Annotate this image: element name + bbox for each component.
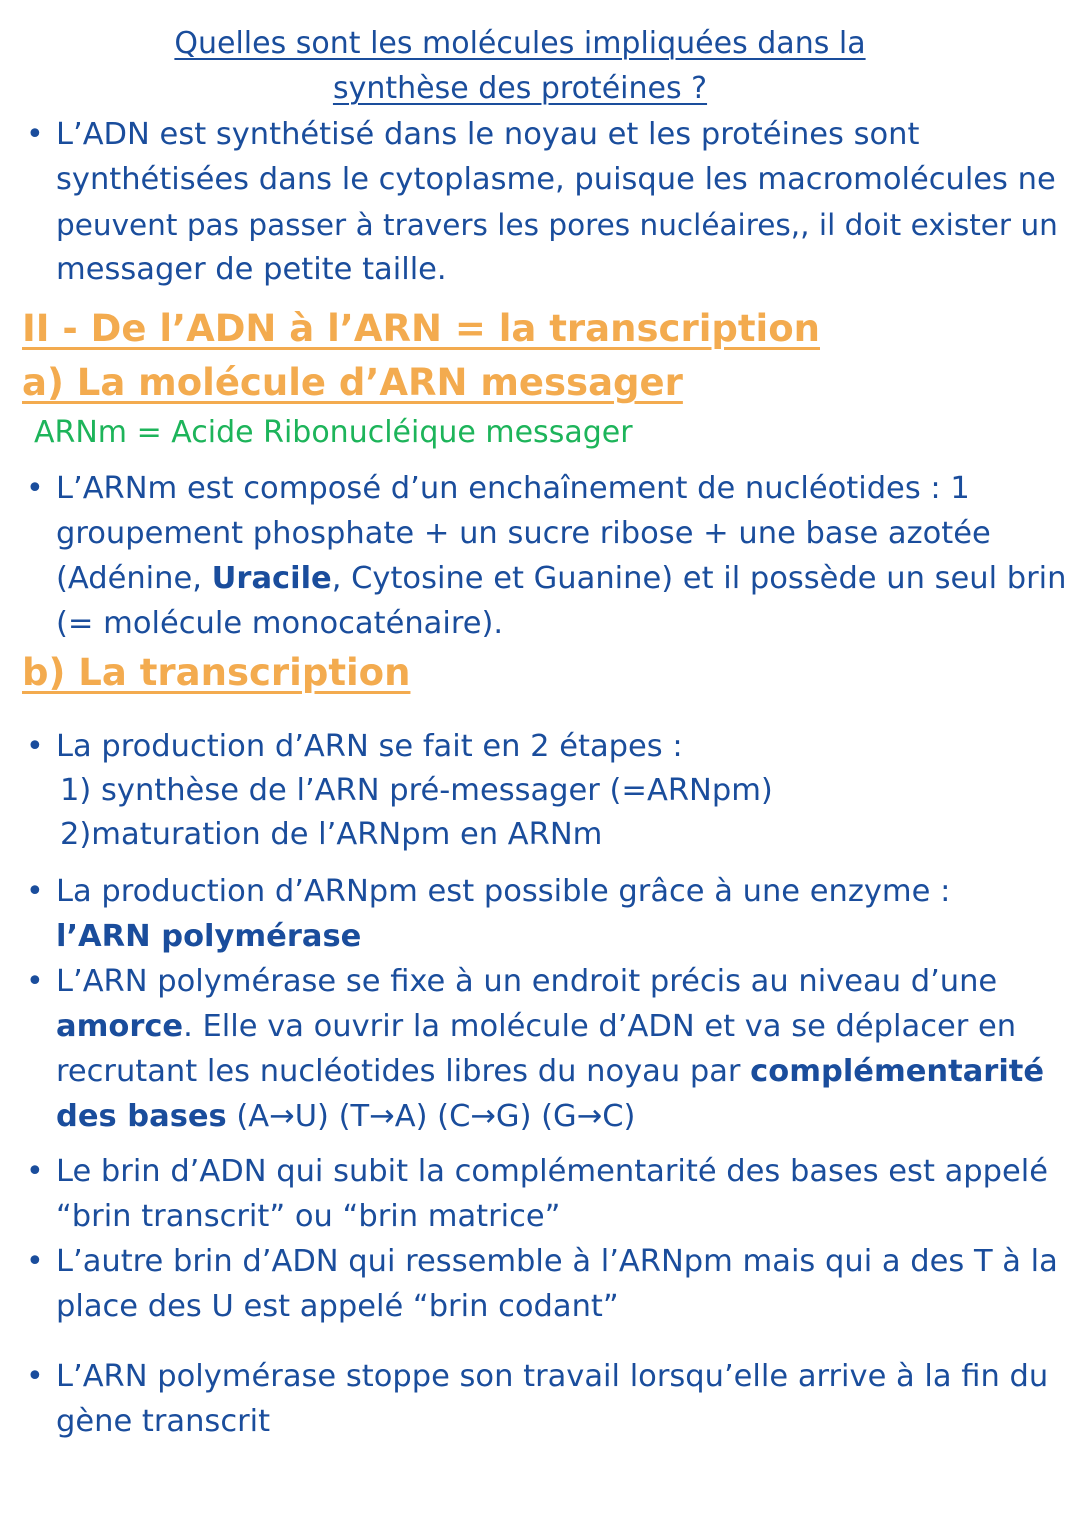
page-title-line-1: Quelles sont les molécules impliquées dans la: [174, 26, 866, 61]
arnm-line-1: L’ARNm est composé d’un enchaînement de nucléotides : 1: [56, 471, 970, 506]
arnm-definition: ARNm = Acide Ribonucléique messager: [34, 415, 633, 450]
enzyme-line-2: [56, 915, 361, 959]
production-step-2: 2)maturation de l’ARNpm en ARNm: [60, 817, 603, 852]
bullet-marker: •: [26, 1359, 44, 1394]
uracile-bold: Uracile: [211, 561, 332, 596]
fixation-line-4: des bases (A→U) (T→A) (C→G) (G→C): [56, 1099, 636, 1134]
brin-codant-line-1: L’autre brin d’ADN qui ressemble à l’ARNpm mais qui a des T à la: [56, 1244, 1058, 1279]
production-step-1: 1) synthèse de l’ARN pré-messager (=ARNpm): [60, 773, 773, 808]
amorce-bold: amorce: [56, 1009, 184, 1044]
intro-line-3: peuvent pas passer à travers les pores nucléaires,, il doit exister un: [56, 208, 1058, 242]
fixation-line-3: recrutant les nucléotides libres du noyau par complémentarité: [56, 1054, 1045, 1089]
brin-codant-line-2: place des U est appelé “brin codant”: [56, 1289, 619, 1324]
stop-line-1: L’ARN polymérase stoppe son travail lorsqu’elle arrive à la fin du: [56, 1359, 1049, 1394]
subheading-b: b) La transcription: [22, 651, 411, 694]
des-bases-bold: des bases: [56, 1099, 227, 1134]
bullet-marker: •: [26, 471, 44, 506]
fixation-line-1: L’ARN polymérase se fixe à un endroit précis au niveau d’une: [56, 964, 998, 999]
stop-line-2: gène transcrit: [56, 1404, 271, 1439]
bullet-marker: •: [26, 874, 44, 909]
bullet-marker: •: [26, 117, 44, 152]
bullet-marker: •: [26, 1244, 44, 1279]
page-title-line-2: synthèse des protéines ?: [332, 71, 708, 106]
complementarite-bold: complémentarité: [750, 1054, 1045, 1089]
arnm-line-3: (Adénine, Uracile, Cytosine et Guanine) et il possède un seul brin: [56, 561, 1067, 596]
enzyme-line-1: La production d’ARNpm est possible grâce à une enzyme :: [56, 874, 951, 909]
bullet-marker: •: [26, 729, 44, 764]
brin-transcrit-line-2: “brin transcrit” ou “brin matrice”: [56, 1199, 561, 1234]
bullet-marker: •: [26, 964, 44, 999]
intro-line-2: synthétisées dans le cytoplasme, puisque les macromolécules ne: [56, 162, 1056, 197]
intro-line-1: L’ADN est synthétisé dans le noyau et les protéines sont: [56, 117, 920, 152]
intro-line-4: messager de petite taille.: [56, 252, 447, 287]
section-heading: II - De l’ADN à l’ARN = la transcription: [22, 307, 820, 350]
fixation-line-2: amorce. Elle va ouvrir la molécule d’ADN et va se déplacer en: [56, 1009, 1017, 1044]
arnm-line-4: (= molécule monocaténaire).: [56, 606, 504, 641]
arnm-line-2: groupement phosphate + un sucre ribose + une base azotée: [56, 516, 991, 551]
subheading-a: a) La molécule d’ARN messager: [22, 361, 683, 404]
brin-transcrit-line-1: Le brin d’ADN qui subit la complémentarité des bases est appelé: [56, 1154, 1049, 1189]
production-line-1: La production d’ARN se fait en 2 étapes :: [56, 729, 683, 764]
arn-polymerase-bold: l’ARN polymérase: [56, 919, 362, 954]
bullet-marker: •: [26, 1154, 44, 1189]
